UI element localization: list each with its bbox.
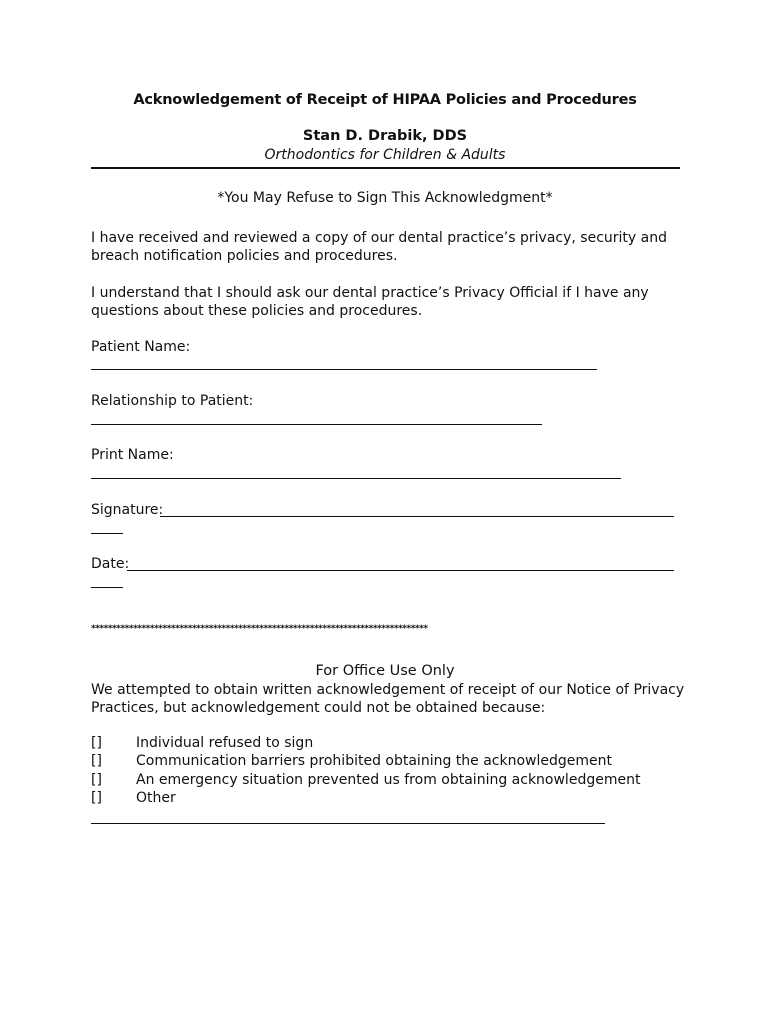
signature-label: Signature: — [91, 502, 164, 518]
date-line-wrap — [91, 587, 123, 588]
other-reason-line[interactable] — [91, 823, 605, 824]
office-intro-line-2: Practices, but acknowledgement could not be obtained because: — [91, 700, 546, 716]
refuse-notice: *You May Refuse to Sign This Acknowledgment* — [217, 190, 553, 206]
relationship-label: Relationship to Patient: — [91, 393, 254, 409]
office-use-heading: For Office Use Only — [315, 663, 455, 679]
reason-other-label: Other — [136, 790, 176, 806]
patient-name-label: Patient Name: — [91, 339, 191, 355]
signature-line[interactable] — [160, 516, 674, 517]
checkbox-communication[interactable]: [] — [91, 753, 102, 769]
relationship-line[interactable] — [91, 424, 542, 425]
document-title: Acknowledgement of Receipt of HIPAA Policies and Procedures — [133, 92, 637, 108]
date-line[interactable] — [127, 570, 674, 571]
practitioner-name: Stan D. Drabik, DDS — [302, 128, 468, 144]
paragraph-2-line-1: I understand that I should ask our dental practice’s Privacy Official if I have any — [91, 285, 649, 301]
checkbox-other[interactable]: [] — [91, 790, 102, 806]
paragraph-1-line-2: breach notification policies and procedures. — [91, 248, 398, 264]
practice-subtitle: Orthodontics for Children & Adults — [264, 147, 506, 163]
header-divider — [91, 167, 680, 169]
print-name-label: Print Name: — [91, 447, 174, 463]
office-intro-line-1: We attempted to obtain written acknowledgement of receipt of our Notice of Privacy — [91, 682, 685, 698]
reason-refused-label: Individual refused to sign — [136, 735, 314, 751]
checkbox-refused[interactable]: [] — [91, 735, 102, 751]
reason-communication-label: Communication barriers prohibited obtaining the acknowledgement — [136, 753, 612, 769]
patient-name-line[interactable] — [91, 369, 597, 370]
reason-emergency-label: An emergency situation prevented us from obtaining acknowledgement — [136, 772, 641, 788]
signature-line-wrap — [91, 533, 123, 534]
paragraph-2-line-2: questions about these policies and procedures. — [91, 303, 423, 319]
checkbox-emergency[interactable]: [] — [91, 772, 102, 788]
print-name-line[interactable] — [91, 478, 621, 479]
section-separator: ******************************************************************************** — [91, 624, 428, 634]
date-label: Date: — [91, 556, 130, 572]
paragraph-1-line-1: I have received and reviewed a copy of our dental practice’s privacy, security and — [91, 230, 667, 246]
